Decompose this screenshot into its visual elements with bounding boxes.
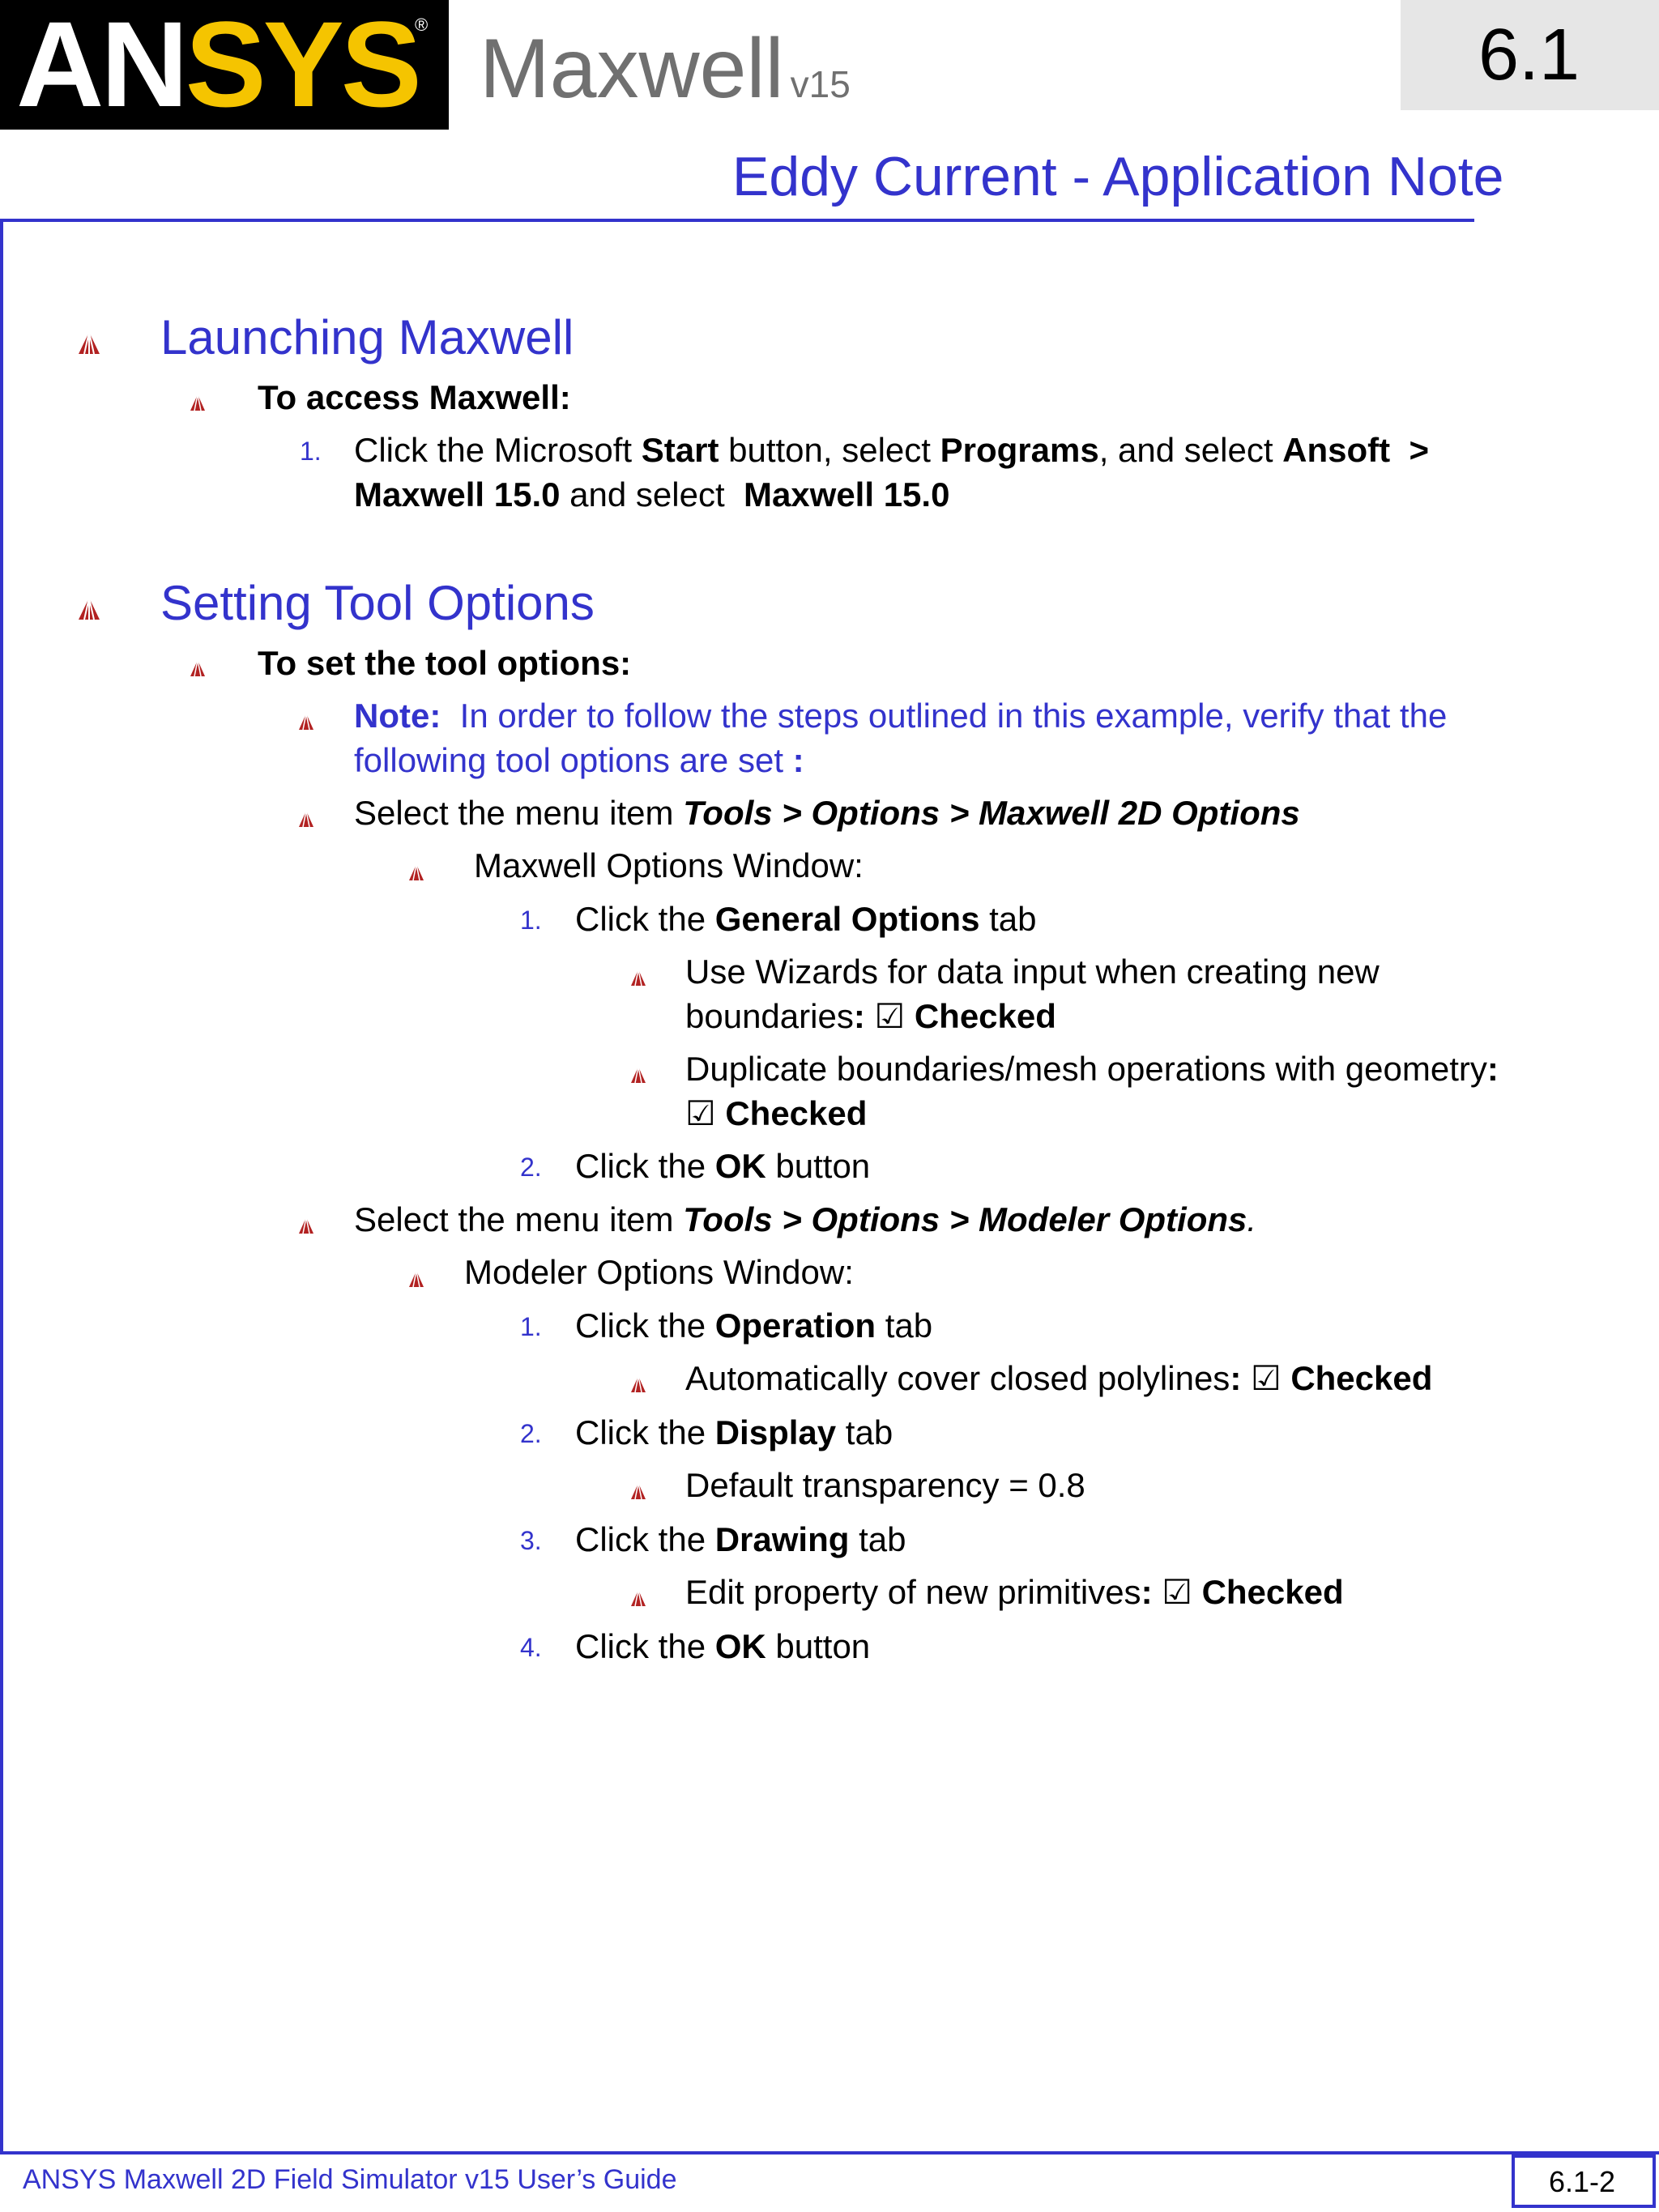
access-step-line-2: Maxwell 15.0 and select Maxwell 15.0	[354, 475, 950, 514]
step-number: 1.	[520, 1312, 542, 1341]
duplicate-boundaries-line-1: Duplicate boundaries/mesh operations with geometry:	[685, 1050, 1499, 1088]
page-number-box	[1512, 2154, 1656, 2208]
note-line-1: Note: In order to follow the steps outlined in this example, verify that the	[354, 697, 1448, 735]
subheading-access: To access Maxwell:	[258, 378, 571, 416]
transparency-option: Default transparency = 0.8	[685, 1466, 1085, 1504]
access-step-line-1: Click the Microsoft Start button, select Programs, and select Ansoft >	[354, 431, 1430, 469]
logo-wordmark: ANSYS	[16, 0, 419, 132]
ok-step-1: Click the OK button	[575, 1147, 871, 1185]
product-version: v15	[790, 63, 851, 105]
chapter-number-box	[1401, 0, 1659, 110]
step-number: 1.	[520, 906, 542, 935]
page-number: 6.1-2	[1549, 2165, 1616, 2198]
product-name: Maxwell v15	[480, 22, 851, 116]
page-subtitle: Eddy Current - Application Note	[732, 146, 1504, 207]
header-rule	[0, 219, 1474, 222]
chapter-number: 6.1	[1478, 15, 1580, 96]
wizards-option-line-2: boundaries: ☑ Checked	[685, 997, 1056, 1035]
operation-step: Click the Operation tab	[575, 1306, 933, 1345]
section-heading-tool-options: Setting Tool Options	[160, 576, 595, 630]
checked-box-icon: ☑	[685, 1094, 716, 1132]
footer-rule	[0, 2151, 1659, 2154]
display-step: Click the Display tab	[575, 1413, 893, 1451]
step-number: 1.	[300, 437, 322, 466]
checked-box-icon: ☑	[1162, 1573, 1192, 1611]
step-number: 2.	[520, 1153, 542, 1182]
menu-item-modeler-options: Select the menu item Tools > Options > Modeler Options.	[354, 1200, 1257, 1238]
footer-guide-title: ANSYS Maxwell 2D Field Simulator v15 User’s Guide	[23, 2164, 677, 2195]
checked-box-icon: ☑	[874, 997, 906, 1035]
registered-mark: ®	[415, 15, 429, 35]
edit-property-option: Edit property of new primitives: ☑ Checked	[685, 1573, 1344, 1611]
cover-polylines-option: Automatically cover closed polylines: ☑ Checked	[685, 1359, 1433, 1397]
step-number: 4.	[520, 1633, 542, 1662]
general-options-step: Click the General Options tab	[575, 900, 1037, 938]
subheading-set-options: To set the tool options:	[258, 644, 632, 682]
menu-item-maxwell-options: Select the menu item Tools > Options > Maxwell 2D Options	[354, 794, 1300, 832]
maxwell-options-window-label: Maxwell Options Window:	[474, 846, 864, 884]
ok-step-2: Click the OK button	[575, 1627, 871, 1665]
step-number: 3.	[520, 1526, 542, 1555]
duplicate-boundaries-line-2: ☑ Checked	[685, 1094, 868, 1132]
left-rule	[0, 219, 3, 2153]
note-line-2: following tool options are set :	[354, 741, 804, 779]
checked-box-icon: ☑	[1250, 1359, 1282, 1397]
wizards-option-line-1: Use Wizards for data input when creating new	[685, 953, 1380, 991]
ansys-logo	[0, 0, 449, 130]
drawing-step: Click the Drawing tab	[575, 1520, 906, 1558]
modeler-options-window-label: Modeler Options Window:	[464, 1253, 854, 1291]
step-number: 2.	[520, 1419, 542, 1448]
section-heading-launching: Launching Maxwell	[160, 310, 574, 364]
